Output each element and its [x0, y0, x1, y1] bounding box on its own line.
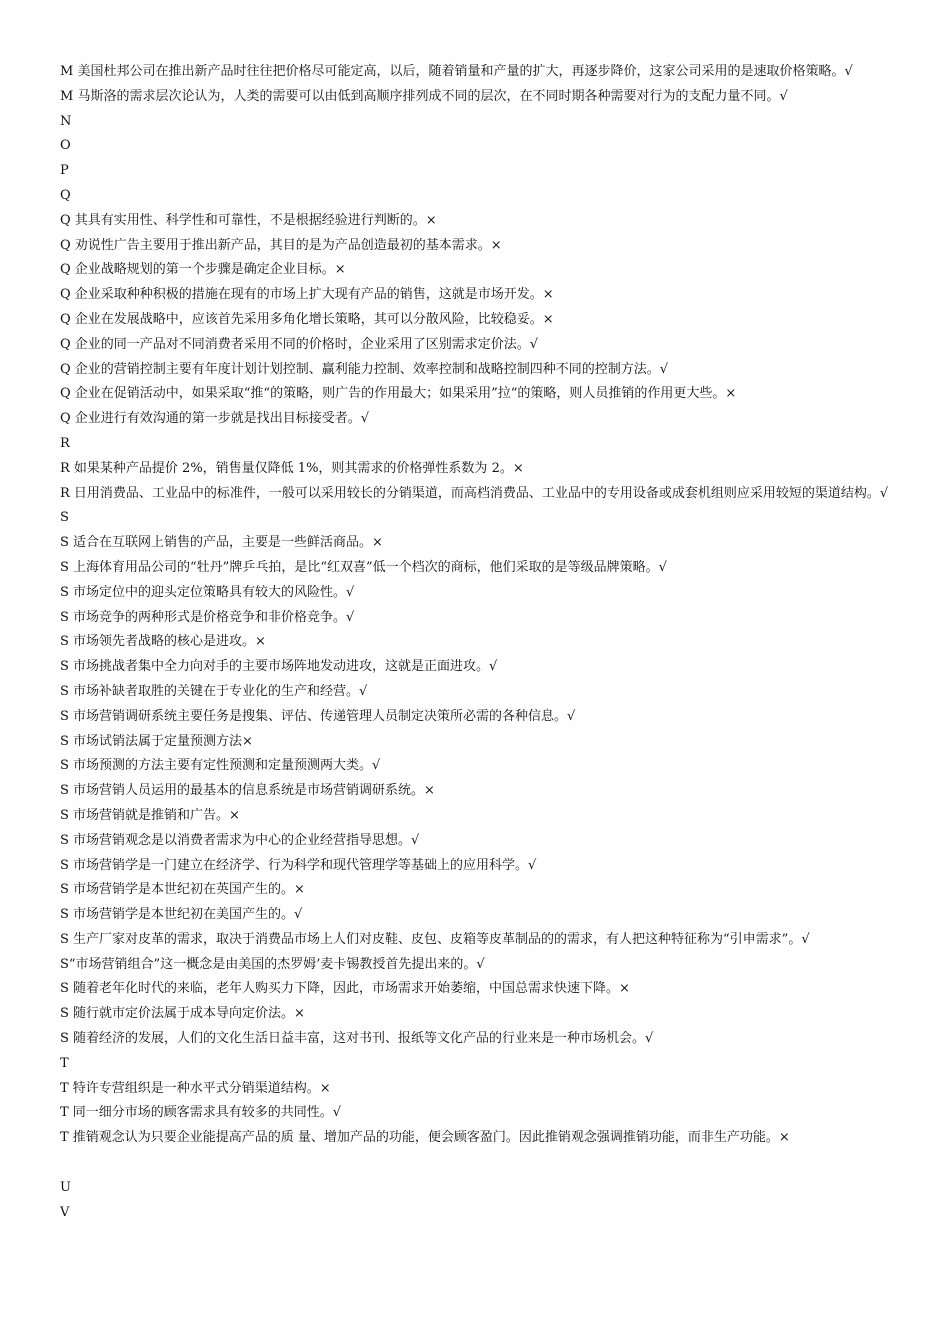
text-line: Q 企业在促销活动中，如果采取“推“的策略，则广告的作用最大；如果采用”拉“的策略，则人员推销的作用更大些。×: [60, 386, 737, 402]
text-line: S 上海体育用品公司的“牡丹”牌乒乓拍，是比“红双喜”低一个档次的商标，他们采取的是等级品牌策略。√: [60, 559, 667, 575]
text-line: T 同一细分市场的顾客需求具有较多的共同性。√: [60, 1105, 342, 1121]
text-line: Q 企业战略规划的第一个步骤是确定企业目标。×: [60, 262, 346, 278]
text-line: V: [60, 1204, 70, 1220]
text-line: S 市场挑战者集中全力向对手的主要市场阵地发动进攻，这就是正面进攻。√: [60, 659, 498, 675]
text-line: T: [60, 1055, 69, 1071]
text-line: S 市场营销学是本世纪初在英国产生的。×: [60, 882, 305, 898]
text-line: M 马斯洛的需求层次论认为，人类的需要可以由低到高顺序排列成不同的层次，在不同时期各种需要对行为的支配力量不同。√: [60, 88, 788, 104]
text-line: S 市场领先者战略的核心是进攻。×: [60, 634, 266, 650]
text-line: S 市场营销人员运用的最基本的信息系统是市场营销调研系统。×: [60, 783, 435, 799]
text-line: R 如果某种产品提价 2%，销售量仅降低 1%，则其需求的价格弹性系数为 2。×: [60, 460, 524, 476]
document-page: [60, 60, 892, 1225]
text-line: Q 企业的营销控制主要有年度计划计划控制、赢利能力控制、效率控制和战略控制四种不同的控制方法。√: [60, 361, 669, 377]
text-line: S 市场营销学是本世纪初在美国产生的。√: [60, 907, 303, 923]
text-line: S 市场营销观念是以消费者需求为中心的企业经营指导思想。√: [60, 832, 420, 848]
text-line: U: [60, 1179, 71, 1195]
text-line: S: [60, 510, 69, 526]
text-line: R 日用消费品、工业品中的标准件，一般可以采用较长的分销渠道，而高档消费品、工业品中的专用设备或成套机组则应采用较短的渠道结构。√: [60, 485, 889, 501]
text-line: S 市场竞争的两种形式是价格竞争和非价格竞争。√: [60, 609, 355, 625]
text-line: S 市场定位中的迎头定位策略具有较大的风险性。√: [60, 584, 355, 600]
text-line: S 市场试销法属于定量预测方法×: [60, 733, 253, 749]
text-line: S 随行就市定价法属于成本导向定价法。×: [60, 1006, 305, 1022]
text-line: S 随着经济的发展，人们的文化生活日益丰富，这对书刊、报纸等文化产品的行业来是一种市场机会。√: [60, 1031, 654, 1047]
text-line: Q 劝说性广告主要用于推出新产品，其目的是为产品创造最初的基本需求。×: [60, 237, 502, 253]
text-line: S 适合在互联网上销售的产品，主要是一些鲜活商品。×: [60, 535, 383, 551]
text-line: N: [60, 113, 72, 129]
text-line: S 市场营销学是一门建立在经济学、行为科学和现代管理学等基础上的应用科学。√: [60, 857, 537, 873]
text-line: T 推销观念认为只要企业能提高产品的质 量、增加产品的功能，便会顾客盈门。因此推销观念强调推销功能，而非生产功能。×: [60, 1130, 790, 1146]
text-line: M 美国杜邦公司在推出新产品时往往把价格尽可能定高，以后，随着销量和产量的扩大，再逐步降价，这家公司采用的是速取价格策略。√: [60, 64, 853, 79]
text-line: R: [60, 435, 70, 451]
text-line: S 市场预测的方法主要有定性预测和定量预测两大类。√: [60, 758, 381, 774]
text-line: Q 企业采取种种积极的措施在现有的市场上扩大现有产品的销售，这就是市场开发。×: [60, 287, 554, 303]
text-line: S 市场补缺者取胜的关键在于专业化的生产和经营。√: [60, 683, 368, 699]
text-line: S 生产厂家对皮革的需求，取决于消费品市场上人们对皮鞋、皮包、皮箱等皮革制品的的需求，有人把这种特征称为“引申需求”。√: [60, 931, 810, 947]
text-line: S 随着老年化时代的来临，老年人购买力下降，因此，市场需求开始萎缩，中国总需求快速下降。×: [60, 981, 630, 997]
text-line: Q 企业在发展战略中，应该首先采用多角化增长策略，其可以分散风险，比较稳妥。×: [60, 311, 554, 327]
text-line: Q 企业的同一产品对不同消费者采用不同的价格时，企业采用了区别需求定价法。√: [60, 336, 539, 352]
text-line: S 市场营销就是推销和广告。×: [60, 807, 240, 823]
text-line: P: [60, 163, 69, 179]
text-line: S 市场营销调研系统主要任务是搜集、评估、传递管理人员制定决策所必需的各种信息。√: [60, 708, 576, 724]
text-line: Q 企业进行有效沟通的第一步就是找出目标接受者。√: [60, 411, 370, 427]
text-line: Q: [60, 187, 71, 203]
text-line: T 特许专营组织是一种水平式分销渠道结构。×: [60, 1080, 331, 1096]
text-line: S“市场营销组合”这一概念是由美国的杰罗姆’麦卡锡教授首先提出来的。√: [60, 956, 485, 972]
text-line: [60, 1151, 892, 1176]
text-line: Q 其具有实用性、科学性和可靠性，不是根据经验进行判断的。×: [60, 212, 437, 228]
text-line: O: [60, 138, 71, 154]
